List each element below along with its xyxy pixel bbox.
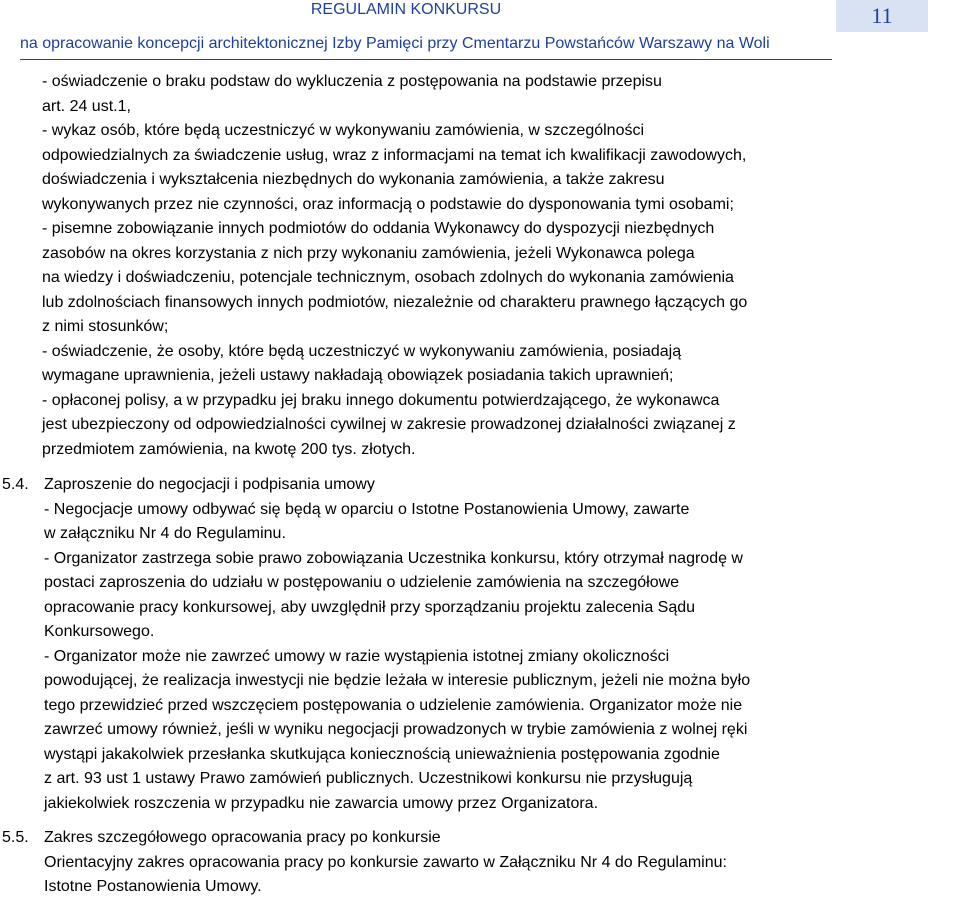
list-line: przedmiotem zamówienia, na kwotę 200 tys. złotych. bbox=[42, 440, 416, 458]
paragraph-line: z art. 93 ust 1 ustawy Prawo zamówień publicznych. Uczestnikowi konkursu nie przysługują bbox=[44, 770, 693, 787]
list-line: lub zdolnościach finansowych innych podmiotów, niezależnie od charakteru prawnego łączących go bbox=[42, 293, 748, 311]
document-subtitle: na opracowanie koncepcji architektonicznej Izby Pamięci przy Cmentarzu Powstańców Warszawy na Woli bbox=[20, 35, 770, 52]
paragraph-line: - Organizator może nie zawrzeć umowy w razie wystąpienia istotnej zmiany okoliczności bbox=[44, 647, 670, 665]
paragraph-line: wystąpi jakakolwiek przesłanka skutkująca koniecznością unieważnienia postępowania zgodnie bbox=[44, 745, 720, 763]
list-line: wykonywanych przez nie czynności, oraz informacją o podstawie do dysponowania tymi osobami; bbox=[42, 195, 734, 213]
list-line: - pisemne zobowiązanie innych podmiotów do oddania Wykonawcy do dyspozycji niezbędnych bbox=[42, 220, 715, 237]
paragraph-line: w załączniku Nr 4 do Regulaminu. bbox=[44, 525, 286, 542]
list-line: - oświadczenie o braku podstaw do wykluczenia z postępowania na podstawie przepisu bbox=[42, 73, 662, 90]
page-number: 11 bbox=[836, 0, 928, 32]
paragraph-line: - Organizator zastrzega sobie prawo zobowiązania Uczestnika konkursu, który otrzymał nagrodę w bbox=[44, 549, 743, 567]
section-heading: Zaproszenie do negocjacji i podpisania umowy bbox=[44, 476, 375, 493]
paragraph-line: - Negocjacje umowy odbywać się będą w oparciu o Istotne Postanowienia Umowy, zawarte bbox=[44, 500, 690, 518]
section-number: 5.5. bbox=[2, 829, 29, 846]
section-heading: Zakres szczegółowego opracowania pracy po konkursie bbox=[44, 829, 441, 846]
list-line: z nimi stosunków; bbox=[42, 318, 169, 335]
paragraph-line: opracowanie pracy konkursowej, aby uwzględnił przy sporządzaniu projektu zalecenia Sądu bbox=[44, 598, 696, 616]
list-line: jest ubezpieczony od odpowiedzialności cywilnej w zakresie prowadzonej działalności związanej z bbox=[42, 416, 736, 433]
section-number: 5.4. bbox=[2, 476, 29, 493]
list-line: na wiedzy i doświadczeniu, potencjale technicznym, osobach zdolnych do wykonania zamówienia bbox=[42, 269, 734, 286]
paragraph-line: Istotne Postanowienia Umowy. bbox=[44, 878, 262, 895]
list-line: doświadczenia i wykształcenia niezbędnych do wykonania zamówienia, a także zakresu bbox=[42, 171, 665, 188]
paragraph-line: Konkursowego. bbox=[44, 623, 155, 640]
requirements-list bbox=[42, 70, 747, 462]
list-line: - oświadczenie, że osoby, które będą uczestniczyć w wykonywaniu zamówienia, posiadają bbox=[42, 342, 682, 360]
paragraph-line: tego przewidzieć przed wszczęciem postępowania o udzielenie zamówienia. Organizator może nie bbox=[44, 696, 743, 714]
list-line: art. 24 ust.1, bbox=[42, 97, 131, 115]
list-line: odpowiedzialnych za świadczenie usług, wraz z informacjami na temat ich kwalifikacji zawodowych, bbox=[42, 146, 747, 164]
document-title: REGULAMIN KONKURSU bbox=[310, 1, 502, 18]
paragraph-line: zawrzeć umowy również, jeśli w wyniku negocjacji prowadzonych w trybie zamówienia z wolnej ręki bbox=[44, 721, 748, 738]
section-body bbox=[44, 826, 727, 900]
header-divider bbox=[20, 59, 832, 60]
paragraph-line: powodującej, że realizacja inwestycji nie będzie leżała w interesie publicznym, jeżeli nie można było bbox=[44, 672, 751, 689]
list-line: wymagane uprawnienia, jeżeli ustawy nakładają obowiązek posiadania takich uprawnień; bbox=[42, 367, 674, 384]
section-body bbox=[44, 473, 750, 816]
paragraph-line: jakiekolwiek roszczenia w przypadku nie zawarcia umowy przez Organizatora. bbox=[44, 794, 599, 812]
paragraph-line: Orientacyjny zakres opracowania pracy po konkursie zawarto w Załączniku Nr 4 do Regulaminu: bbox=[44, 853, 727, 871]
list-line: - opłaconej polisy, a w przypadku jej braku innego dokumentu potwierdzającego, że wykonawca bbox=[42, 391, 720, 409]
list-line: - wykaz osób, które będą uczestniczyć w wykonywaniu zamówienia, w szczególności bbox=[42, 122, 645, 139]
list-line: zasobów na okres korzystania z nich przy wykonaniu zamówienia, jeżeli Wykonawca polega bbox=[42, 244, 695, 262]
paragraph-line: postaci zaproszenia do udziału w postępowaniu o udzielenie zamówienia na szczegółowe bbox=[44, 574, 680, 591]
